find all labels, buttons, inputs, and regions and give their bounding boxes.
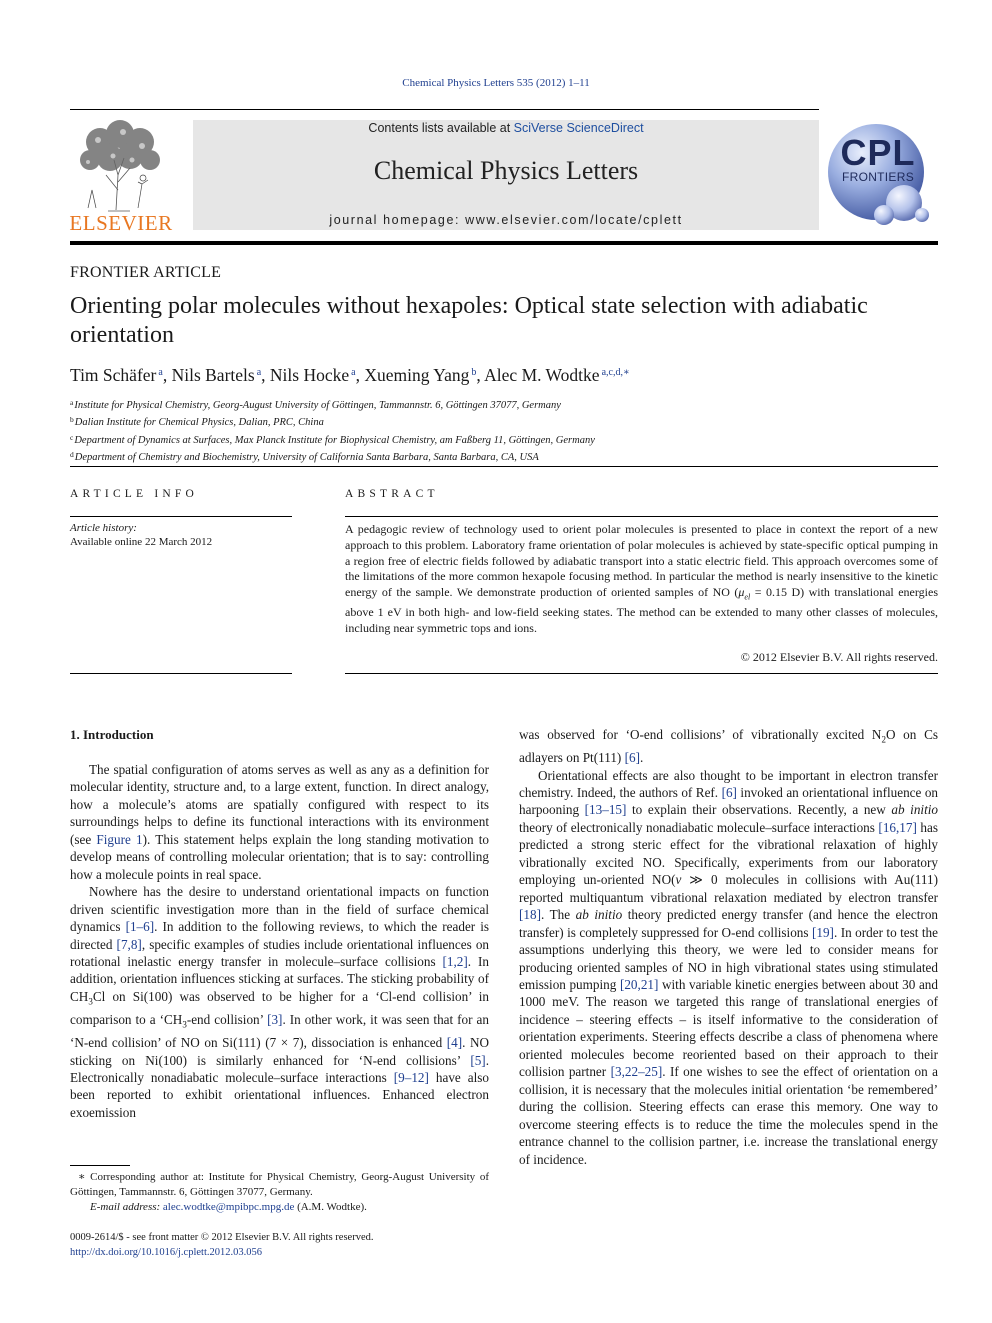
- italic-term: ab initio: [575, 907, 623, 923]
- author-name[interactable]: Tim Schäfer: [70, 365, 157, 385]
- abstract-text: [345, 522, 938, 637]
- contents-prefix: Contents lists available at: [368, 121, 514, 135]
- cpl-frontiers-logo[interactable]: [826, 120, 938, 232]
- paragraph: [70, 883, 489, 1121]
- affiliation-item: [70, 413, 595, 430]
- affiliation-item: [70, 396, 595, 413]
- contents-line: [193, 121, 819, 135]
- article-type: FRONTIER ARTICLE: [70, 264, 222, 281]
- reference-link[interactable]: [13–15]: [584, 802, 627, 818]
- author-name[interactable]: Xueming Yang: [364, 365, 470, 385]
- reference-link[interactable]: [20,21]: [619, 976, 659, 992]
- text-run: theory predicted energy transfer (and hence the electron transfer) is completely suppressed for O-end collisions: [519, 907, 939, 940]
- text-run: with variable kinetic energies between about 30 and 1000 meV. The reason we targeted this range of translational energies of incidence – steering effects – is itself informative to the consideration of orientation experiments. Steering effects describe a class of phenomena where oriented molecules become reoriented based on their approach to their collision partner: [519, 976, 938, 1080]
- text-run: Orientational effects are also thought to be important in electron transfer chemistry. Indeed, the authors of Ref.: [519, 767, 938, 800]
- affiliation-item: [70, 448, 595, 465]
- text-run: The spatial configuration of atoms serves as well as any as a definition for molecular identity, structure and, to a large extent, function. In direct analogy, how a molecule’s atoms are spatially configured with respect to its surroundings helps to define its functional interactions with its environment (see: [70, 762, 489, 847]
- affiliation-text: Department of Dynamics at Surfaces, Max Planck Institute for Biophysical Chemistry, am Faßberg 11, Göttingen, Germany: [74, 434, 595, 446]
- email-suffix: (A.M. Wodtke).: [294, 1201, 367, 1213]
- author-name[interactable]: Nils Bartels: [171, 365, 255, 385]
- reference-link[interactable]: [16,17]: [878, 819, 917, 835]
- abstract-rule: [345, 516, 938, 517]
- text-run: Cl on Si(100) was observed to be higher for a ‘Cl-end collision’ in comparison to a ‘CH: [70, 988, 489, 1027]
- article-history-value: Available online 22 March 2012: [70, 536, 213, 548]
- reference-link[interactable]: [3,22–25]: [610, 1064, 663, 1080]
- reference-link[interactable]: [19]: [811, 924, 834, 940]
- dipole-subscript: el: [744, 592, 751, 602]
- article-title: Orienting polar molecules without hexapoles: Optical state selection with adiabatic orientation: [70, 293, 868, 348]
- journal-citation[interactable]: Chemical Physics Letters 535 (2012) 1–11: [402, 77, 590, 89]
- affiliation-item: [70, 431, 595, 448]
- text-run: to explain their observations. Recently, a new: [626, 802, 892, 818]
- article-history-label: Article history:: [70, 522, 137, 534]
- affiliation-label: a: [70, 398, 74, 407]
- paragraph: [519, 726, 938, 767]
- sciencedirect-link[interactable]: SciVerse ScienceDirect: [513, 121, 644, 135]
- elsevier-tree-icon: [68, 120, 174, 212]
- author-affil-marker[interactable]: b: [471, 367, 477, 378]
- author-name[interactable]: Alec M. Wodtke: [484, 365, 600, 385]
- affiliation-list: [70, 396, 595, 466]
- reference-link[interactable]: [18]: [519, 907, 541, 923]
- header-rule: [70, 109, 819, 110]
- reference-link[interactable]: [6]: [721, 785, 737, 800]
- doi-link[interactable]: http://dx.doi.org/10.1016/j.cplett.2012.03.056: [70, 1246, 263, 1258]
- author-affil-marker[interactable]: a: [256, 367, 262, 378]
- text-run: has predicted a strong steric effect for the vibrational relaxation of highly vibrationally excited NO. Specifically, experiments from our laboratory employing un-oriented NO(: [519, 819, 938, 888]
- italic-term: ab initio: [891, 802, 938, 818]
- subscript: 3: [88, 996, 93, 1007]
- author-separator: ,: [261, 365, 270, 385]
- reference-link[interactable]: [7,8]: [116, 936, 142, 952]
- email-line: [70, 1200, 489, 1215]
- email-label: E-mail address:: [90, 1201, 161, 1213]
- text-run: ). This statement helps explain the long standing motivation to develop means of controlling molecular orientation; that is to say: controlling how a molecule points in real space.: [70, 831, 490, 882]
- affiliation-text: Department of Chemistry and Biochemistry, University of California Santa Barbara, Santa Barbara, CA, USA: [74, 452, 539, 464]
- elsevier-wordmark: ELSEVIER: [69, 211, 173, 235]
- abstract-text-part: = 0.15 D) with translational energies above 1 eV in both high- and low-field seeking states. The method can be extended to many other classes of molecules, including near symmetric tops and ions.: [345, 585, 938, 636]
- text-run: ≫ 0 molecules in collisions with Au(111) reported multiquantum vibrational relaxation mediated by electron transfer: [519, 872, 938, 905]
- author-name[interactable]: Nils Hocke: [269, 365, 350, 385]
- author-affil-marker[interactable]: a: [158, 367, 163, 378]
- elsevier-logo[interactable]: [68, 120, 174, 235]
- affiliation-label: d: [70, 450, 74, 460]
- text-run: . In order to test the assumptions underlying this theory, we were led to consider means for producing oriented samples of NO in high vibrational states using stimulated emission pumping: [519, 924, 938, 992]
- affiliation-text: Institute for Physical Chemistry, Georg-August University of Göttingen, Tammannstr. 6, Göttingen 37077, Germany: [74, 400, 561, 411]
- reference-link[interactable]: [4]: [446, 1035, 463, 1051]
- author-affil-marker[interactable]: a,c,d,∗: [601, 367, 630, 378]
- author-separator: ,: [355, 365, 365, 385]
- right-column-text: [519, 726, 938, 1168]
- reference-link[interactable]: [1,2]: [442, 953, 468, 969]
- article-info-bottom-rule: [70, 673, 292, 674]
- text-run: -end collision’: [186, 1011, 268, 1027]
- paragraph: [70, 761, 489, 883]
- figure-link[interactable]: Figure 1: [96, 831, 143, 847]
- subscript: 2: [881, 734, 886, 745]
- abstract-text-part: A pedagogic review of technology used to orient polar molecules is presented to place in context the report of a new approach to this problem. Laboratory frame orientation of polar molecules is achieved by state-specific optical pumping in a region free of electric fields followed by adiabatic transport into a static electric field. This approach overcomes some of the limitations of the more common hexapole focusing method. In particular the method is nearly insensitive to the kinetic energy of the sample. We demonstrate production of oriented samples of NO (: [345, 522, 938, 600]
- text-run: . In addition, orientation influences sticking at surfaces. The sticking probability of CH: [70, 953, 489, 1004]
- reference-link[interactable]: [6]: [624, 750, 640, 766]
- corresponding-author-footnote: [70, 1170, 489, 1215]
- text-run: . Electronically nonadiabatic molecule–surface interactions: [70, 1052, 489, 1085]
- article-info-heading: ARTICLE INFO: [70, 488, 198, 500]
- subscript: 3: [182, 1019, 187, 1030]
- paragraph: [519, 767, 938, 1168]
- author-affil-marker[interactable]: a: [351, 367, 356, 378]
- affiliation-rule: [70, 466, 938, 467]
- reference-link[interactable]: [3]: [267, 1011, 283, 1027]
- abstract-copyright: © 2012 Elsevier B.V. All rights reserved.: [740, 650, 938, 664]
- affiliation-label: c: [70, 432, 74, 442]
- affiliation-text: Dalian Institute for Chemical Physics, Dalian, PRC, China: [74, 417, 324, 429]
- reference-link[interactable]: [9–12]: [393, 1069, 429, 1085]
- text-run: have also been reported to exhibit orientational influences. Enhanced electron exoemission: [70, 1069, 490, 1120]
- text-run: theory of electronically nonadiabatic molecule–surface interactions: [519, 819, 879, 835]
- reference-link[interactable]: [5]: [470, 1052, 486, 1068]
- text-run: . In addition to the following reviews, to which the reader is directed: [70, 919, 490, 952]
- dipole-symbol: μ: [738, 585, 745, 600]
- article-info-rule: [70, 516, 292, 517]
- text-run: was observed for ‘O-end collisions’ of vibrationally excited N: [519, 727, 882, 742]
- footnote-rule: [70, 1165, 130, 1166]
- text-run: , specific examples of studies include orientational influences on rotational inelastic energy transfer in molecule–surface collisions: [70, 936, 490, 969]
- left-column-text: [70, 761, 489, 1121]
- corresponding-author-text: ∗ Corresponding author at: Institute for Physical Chemistry, Georg-August University of Göttingen, Tammannstr. 6, Göttingen 37077, Germany.: [70, 1171, 489, 1198]
- affiliation-label: b: [70, 415, 74, 425]
- text-run: . If one wishes to see the effect of orientation on a collision, it is necessary that the molecules initial orientation ‘be remembered’ during the collision. Steering effects can erase this memory. One way to overcome steering effects is to reduce the time the molecules spend in the entrance channel to the collision partner, i.e. increase the translational energy of incidence.: [519, 1064, 939, 1167]
- author-list: [70, 365, 630, 386]
- section-heading-introduction: 1. Introduction: [70, 727, 154, 742]
- front-matter-line: 0009-2614/$ - see front matter © 2012 Elsevier B.V. All rights reserved.: [70, 1232, 374, 1243]
- cpl-logo-main: CPL: [840, 132, 916, 173]
- text-run: O on Cs adlayers on Pt(111): [519, 727, 938, 766]
- text-run: . NO sticking on Ni(100) is similarly enhanced for ‘N-end collisions’: [70, 1035, 489, 1068]
- abstract-heading: ABSTRACT: [345, 488, 439, 500]
- text-run: invoked an orientational influence on harpooning: [519, 785, 939, 818]
- text-run: .: [640, 750, 644, 766]
- issn-block: [70, 1231, 489, 1260]
- journal-homepage[interactable]: journal homepage: www.elsevier.com/locate/cplett: [329, 213, 683, 227]
- text-run: . In other work, it was seen that for an ‘N-end collision’ of NO on Si(111) (7 × 7), dissociation is enhanced: [70, 1011, 489, 1051]
- vibrational-quantum-symbol: v: [675, 872, 682, 888]
- header-thick-rule: [70, 241, 938, 245]
- text-run: . The: [540, 907, 576, 923]
- author-separator: ,: [476, 365, 485, 385]
- author-separator: ,: [162, 365, 172, 385]
- email-link[interactable]: alec.wodtke@mpibpc.mpg.de: [162, 1201, 295, 1213]
- reference-link[interactable]: [1–6]: [125, 919, 155, 935]
- journal-name: Chemical Physics Letters: [373, 156, 639, 185]
- cpl-logo-sub: FRONTIERS: [841, 170, 915, 184]
- text-run: Nowhere has the desire to understand orientational impacts on function driven scientific investigation more than in the field of surface chemical dynamics: [70, 884, 489, 935]
- abstract-bottom-rule: [345, 673, 938, 674]
